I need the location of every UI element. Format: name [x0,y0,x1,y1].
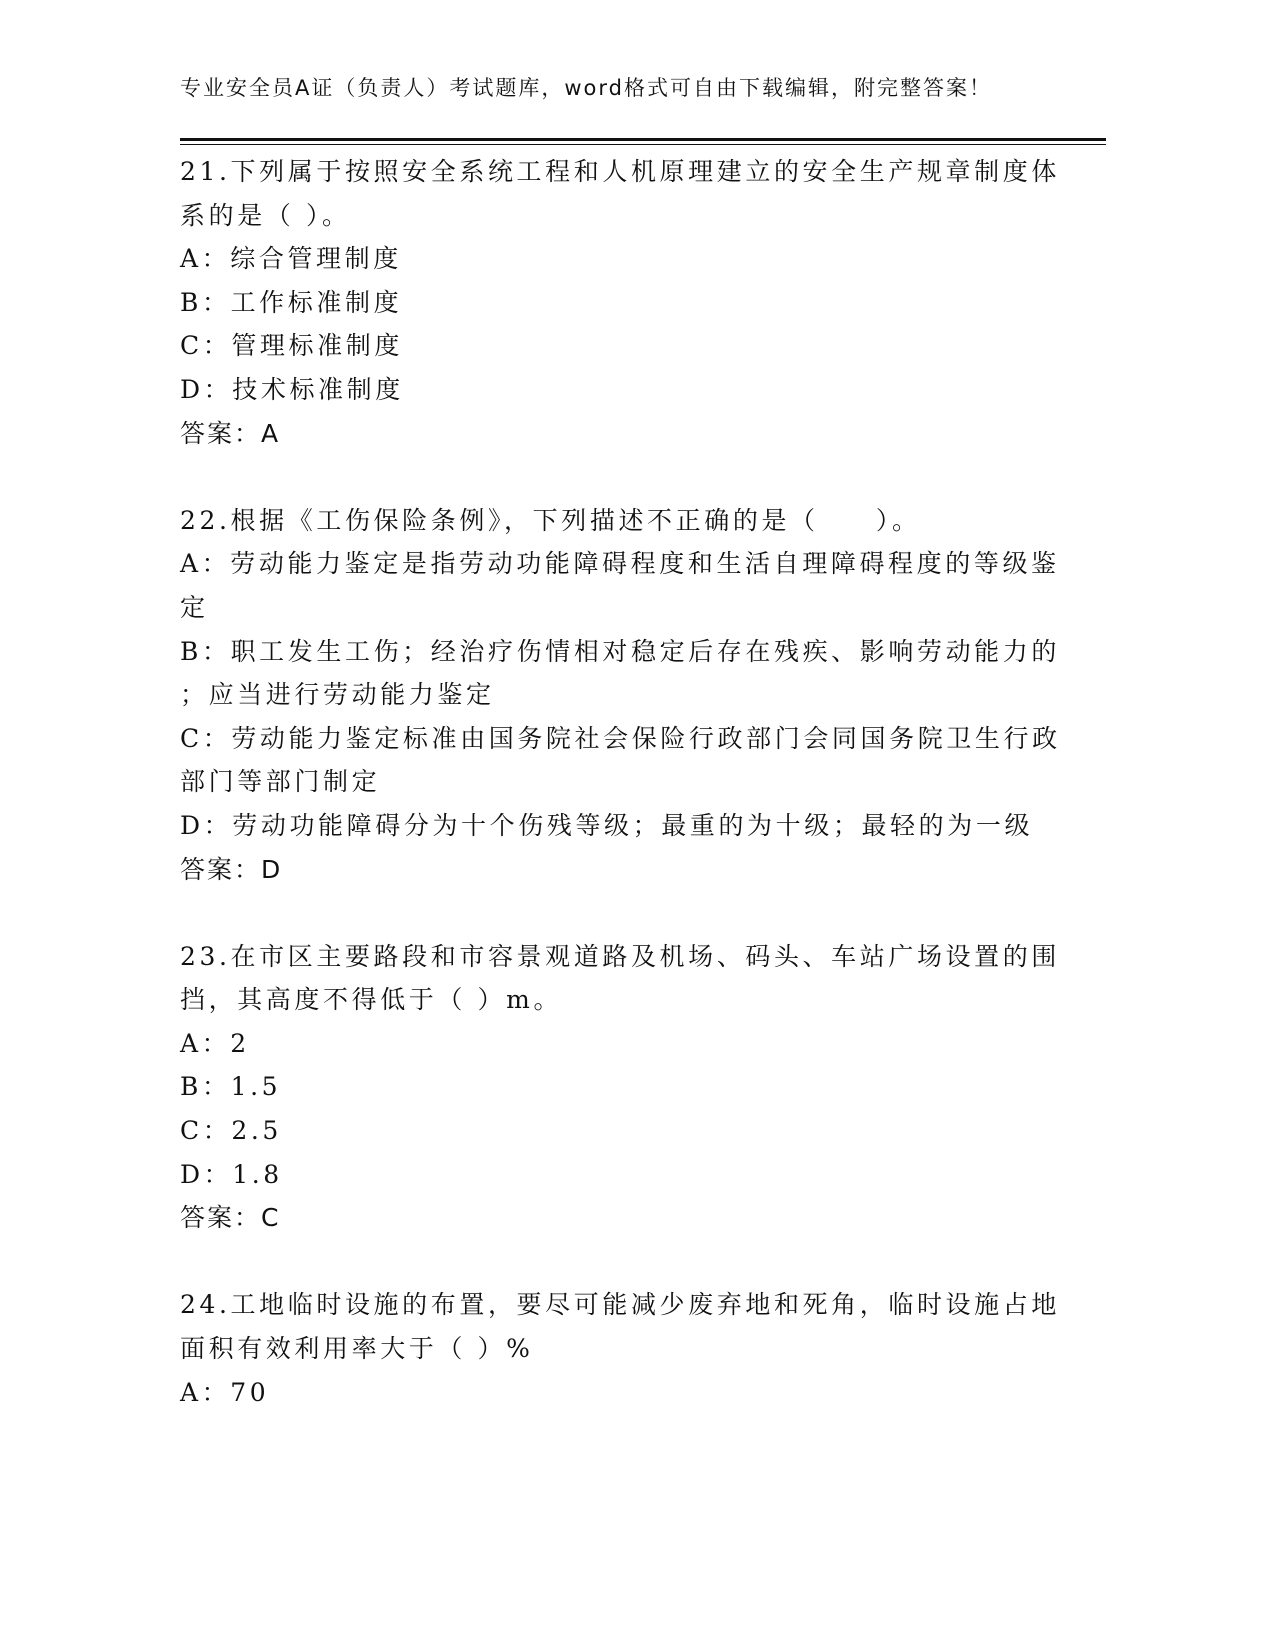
question-stem-line: 挡，其高度不得低于（ ）m。 [180,985,563,1015]
answer-line: 答案：D [180,854,283,884]
option-line: D：技术标准制度 [180,374,404,404]
option-line: A：2 [180,1028,250,1058]
option-line: B：1.5 [180,1072,282,1102]
question-stem-line: 24.工地临时设施的布置，要尽可能减少废弃地和死角，临时设施占地 [180,1290,1060,1320]
question-stem-line: 22.根据《工伤保险条例》，下列描述不正确的是（ ）。 [180,505,921,535]
option-line: 定 [180,592,209,622]
option-line: C：劳动能力鉴定标准由国务院社会保险行政部门会同国务院卫生行政 [180,723,1061,753]
question-stem-line: 21.下列属于按照安全系统工程和人机原理建立的安全生产规章制度体 [180,157,1060,186]
option-line: ；应当进行劳动能力鉴定 [180,680,495,710]
question-block [180,150,1060,455]
question-stem-line: 23.在市区主要路段和市容景观道路及机场、码头、车站广场设置的围 [180,941,1060,971]
question-block [180,1283,1060,1414]
option-line: D：劳动功能障碍分为十个伤残等级；最重的为十级；最轻的为一级 [180,810,1034,840]
question-block [180,499,1061,891]
question-list [180,150,1061,1414]
option-line: D：1.8 [180,1159,283,1189]
question-stem-line: 系的是（ ）。 [180,200,351,230]
option-line: C：管理标准制度 [180,331,403,361]
header-rule-thick [180,138,1106,141]
option-line: A：70 [180,1377,270,1407]
header-rule-thin [180,144,1106,145]
option-line: 部门等部门制定 [180,767,381,797]
option-line: B：职工发生工伤；经治疗伤情相对稳定后存在残疾、影响劳动能力的 [180,636,1060,666]
option-line: A：综合管理制度 [180,244,402,274]
option-line: B：工作标准制度 [180,287,403,317]
answer-line: 答案：A [180,418,281,448]
answer-line: 答案：C [180,1203,281,1233]
page-header: 专业安全员A证（负责人）考试题库，word格式可自由下载编辑，附完整答案！ [180,76,992,100]
question-stem-line: 面积有效利用率大于（ ）% [180,1334,534,1364]
option-line: A：劳动能力鉴定是指劳动功能障碍程度和生活自理障碍程度的等级鉴 [180,549,1060,579]
option-line: C：2.5 [180,1116,282,1146]
question-block [180,935,1060,1240]
